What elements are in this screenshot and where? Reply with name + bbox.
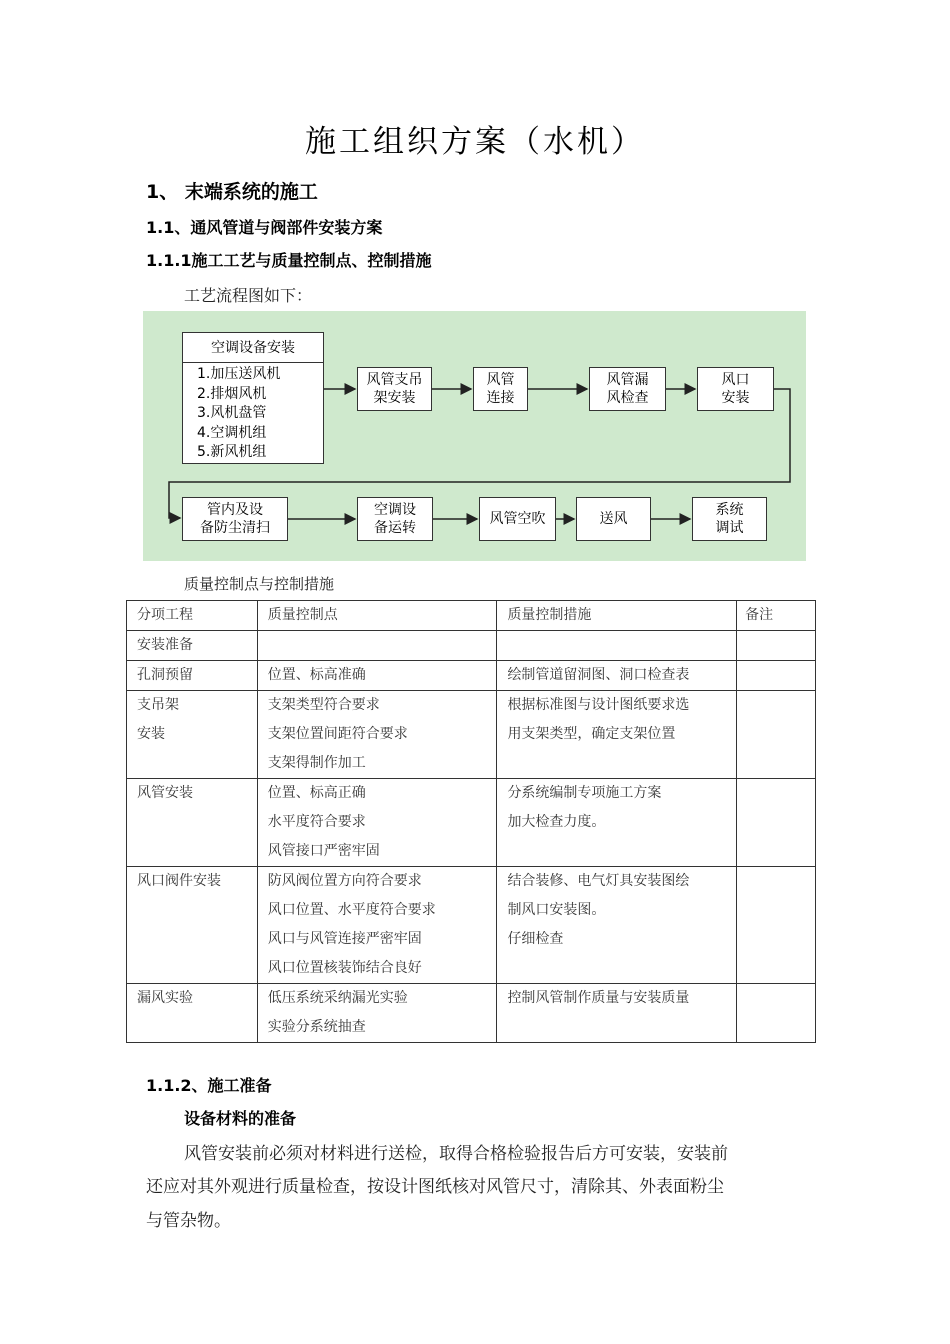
table-cell: 风口位置核装饰结合良好 bbox=[267, 960, 422, 976]
table-cell: 风口阀件安装 bbox=[137, 873, 221, 889]
equipment-item: 1.加压送风机 bbox=[197, 366, 281, 382]
paragraph-line: 与管杂物。 bbox=[146, 1211, 231, 1231]
table-cell: 防风阀位置方向符合要求 bbox=[267, 873, 422, 889]
table-cell: 风管安装 bbox=[137, 785, 193, 801]
flow-step-label: 调试 bbox=[715, 520, 744, 536]
flow-step-air-supply bbox=[576, 497, 651, 541]
table-row bbox=[127, 984, 816, 1043]
flow-step-equipment-run bbox=[357, 497, 433, 541]
table-cell: 风管接口严密牢固 bbox=[267, 843, 380, 859]
flow-step-label: 风检查 bbox=[606, 390, 649, 406]
table-header: 分项工程 bbox=[127, 601, 258, 631]
table-cell: 漏风实验 bbox=[137, 990, 193, 1006]
flow-step-label: 备防尘清扫 bbox=[200, 520, 270, 536]
table-row bbox=[127, 779, 816, 867]
table-row bbox=[127, 691, 816, 779]
table-cell: 安装 bbox=[137, 726, 165, 742]
paragraph-line: 还应对其外观进行质量检查，按设计图纸核对风管尺寸，清除其、外表面粉尘 bbox=[146, 1177, 724, 1197]
flow-step-label: 管内及设 bbox=[207, 502, 263, 518]
section-heading-1-1: 1.1、通风管道与阀部件安装方案 bbox=[146, 218, 383, 237]
flow-step-hanger-install bbox=[357, 367, 432, 411]
table-header: 备注 bbox=[737, 601, 816, 631]
flow-step-dust-clean bbox=[182, 497, 288, 541]
table-header: 质量控制措施 bbox=[497, 601, 737, 631]
flow-step-label: 连接 bbox=[486, 390, 515, 406]
table-cell: 支架得制作加工 bbox=[267, 755, 366, 771]
table-cell: 分系统编制专项施工方案 bbox=[507, 785, 662, 801]
section-heading-1-1-1: 1.1.1施工工艺与质量控制点、控制措施 bbox=[146, 251, 432, 270]
table-cell: 风口与风管连接严密牢固 bbox=[267, 931, 422, 947]
paragraph-line: 风管安装前必须对材料进行送检，取得合格检验报告后方可安装，安装前 bbox=[184, 1144, 728, 1164]
table-row bbox=[127, 631, 816, 661]
table-cell: 绘制管道留洞图、洞口检查表 bbox=[507, 667, 690, 683]
equipment-item: 3.风机盘管 bbox=[197, 405, 267, 421]
table-cell: 风口位置、水平度符合要求 bbox=[267, 902, 436, 918]
page-title: 施工组织方案（水机） bbox=[305, 124, 645, 160]
section-heading-1-1-2: 1.1.2、施工准备 bbox=[146, 1076, 272, 1095]
table-cell: 支吊架 bbox=[137, 697, 179, 713]
table-cell: 仔细检查 bbox=[507, 931, 564, 947]
flow-step-label: 风管支吊 bbox=[366, 372, 423, 388]
flow-step-system-debug bbox=[692, 497, 767, 541]
table-cell: 根据标准图与设计图纸要求选 bbox=[507, 697, 690, 713]
flow-step-label: 空调设 bbox=[374, 502, 416, 518]
flow-step-label: 风管漏 bbox=[606, 372, 649, 388]
flow-step-label: 送风 bbox=[599, 511, 628, 527]
equipment-box-title: 空调设备安装 bbox=[183, 333, 323, 363]
table-cell: 位置、标高准确 bbox=[267, 667, 366, 683]
equipment-item: 2.排烟风机 bbox=[197, 385, 267, 402]
section-heading-1: 1、 末端系统的施工 bbox=[146, 181, 318, 203]
table-cell: 结合装修、电气灯具安装图绘 bbox=[507, 873, 690, 889]
flow-step-outlet-install bbox=[697, 367, 774, 411]
table-cell: 加大检查力度。 bbox=[507, 814, 606, 830]
flow-step-label: 系统 bbox=[715, 502, 744, 518]
equipment-install-box bbox=[182, 332, 324, 464]
flow-step-label: 风管 bbox=[486, 372, 515, 388]
table-row bbox=[127, 867, 816, 984]
flow-step-label: 架安装 bbox=[373, 390, 416, 406]
flow-step-label: 风管空吹 bbox=[489, 511, 546, 527]
table-caption: 质量控制点与控制措施 bbox=[184, 575, 335, 593]
table-header-row bbox=[127, 601, 816, 631]
flow-intro-text: 工艺流程图如下： bbox=[184, 286, 313, 305]
subsection-heading: 设备材料的准备 bbox=[184, 1109, 297, 1128]
table-cell: 控制风管制作质量与安装质量 bbox=[507, 990, 690, 1006]
flow-step-label: 备运转 bbox=[374, 520, 416, 536]
table-cell: 制风口安装图。 bbox=[507, 902, 606, 918]
process-flowchart bbox=[143, 311, 806, 561]
flow-step-label: 风口 bbox=[721, 372, 750, 388]
equipment-item: 5.新风机组 bbox=[197, 444, 267, 460]
table-header: 质量控制点 bbox=[257, 601, 497, 631]
flow-step-duct-connect bbox=[473, 367, 528, 411]
equipment-item: 4.空调机组 bbox=[197, 424, 267, 441]
flow-step-label: 安装 bbox=[721, 390, 750, 406]
table-cell: 水平度符合要求 bbox=[267, 814, 366, 830]
table-cell: 位置、标高正确 bbox=[267, 785, 366, 801]
table-cell: 安装准备 bbox=[137, 637, 193, 653]
table-cell: 支架位置间距符合要求 bbox=[267, 726, 408, 742]
flow-step-leak-check bbox=[589, 367, 666, 411]
table-cell: 实验分系统抽查 bbox=[267, 1019, 366, 1035]
table-cell: 低压系统采纳漏光实验 bbox=[267, 990, 408, 1006]
quality-control-table bbox=[126, 600, 816, 1043]
table-row bbox=[127, 661, 816, 691]
flow-step-duct-blow bbox=[479, 497, 556, 541]
table-cell: 孔洞预留 bbox=[137, 667, 193, 683]
table-cell: 用支架类型，确定支架位置 bbox=[507, 726, 676, 742]
table-cell: 支架类型符合要求 bbox=[267, 697, 380, 713]
